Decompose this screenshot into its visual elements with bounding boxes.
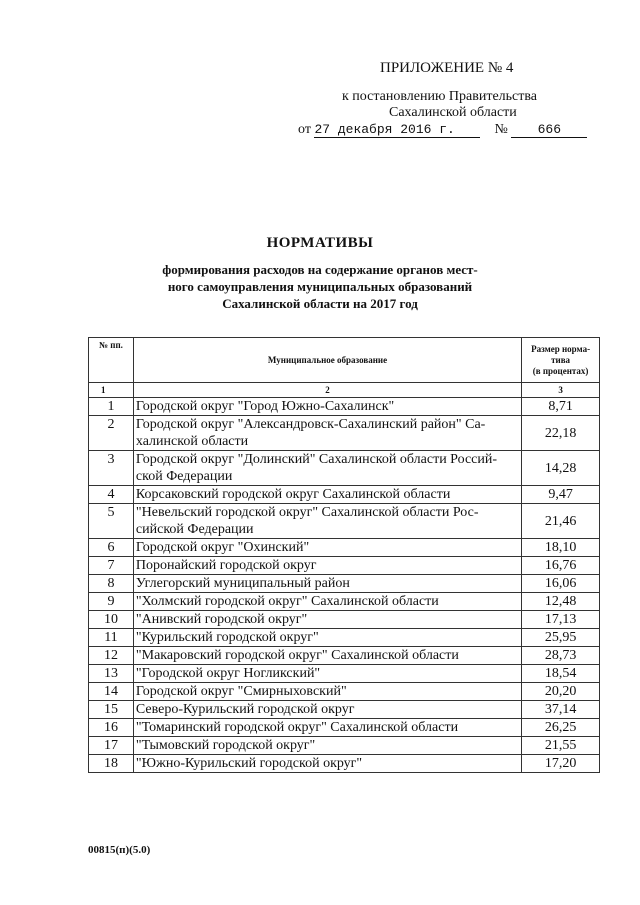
municipality-line: Корсаковский городской округ Сахалинской области (135, 487, 451, 502)
municipality-line-continued: халинской области (135, 434, 249, 449)
row-norm-value: 9,47 (522, 486, 600, 504)
row-municipality (133, 665, 521, 683)
document-subtitle (140, 261, 500, 312)
row-norm-value: 20,20 (522, 683, 600, 701)
row-municipality (133, 755, 521, 773)
row-norm-value: 16,06 (522, 575, 600, 593)
table-row (89, 683, 600, 701)
municipality-line: "Макаровский городской округ" Сахалинской области (135, 648, 459, 663)
from-label: от (298, 122, 311, 137)
row-municipality (133, 593, 521, 611)
table-row (89, 486, 600, 504)
row-norm-value: 12,48 (522, 593, 600, 611)
municipality-line: Поронайский городской округ (135, 558, 317, 573)
municipality-line: Углегорский муниципальный район (135, 576, 350, 591)
appendix-label: ПРИЛОЖЕНИЕ № 4 (380, 60, 514, 76)
row-municipality (133, 629, 521, 647)
municipality-line: "Тымовский городской округ" (135, 738, 316, 753)
row-number: 11 (89, 629, 134, 647)
index-col-1: 1 (89, 383, 134, 398)
row-number: 16 (89, 719, 134, 737)
table-row (89, 575, 600, 593)
row-municipality (133, 398, 521, 416)
table-row (89, 755, 600, 773)
table-row (89, 504, 600, 539)
header-norm-line1: Размер норма- (531, 343, 591, 354)
row-number: 3 (89, 451, 134, 486)
row-municipality (133, 611, 521, 629)
table-row (89, 737, 600, 755)
row-municipality (133, 451, 521, 486)
row-number: 5 (89, 504, 134, 539)
table-row (89, 451, 600, 486)
row-number: 18 (89, 755, 134, 773)
row-municipality (133, 486, 521, 504)
subtitle-line2: ного самоуправления муниципальных образований (167, 279, 473, 294)
row-number: 7 (89, 557, 134, 575)
resolution-ref-line1: к постановлению Правительства (342, 89, 538, 104)
row-municipality (133, 647, 521, 665)
row-municipality (133, 737, 521, 755)
row-norm-value: 8,71 (522, 398, 600, 416)
index-col-2: 2 (133, 383, 521, 398)
municipality-line: "Томаринский городской округ" Сахалинской области (135, 720, 459, 735)
row-number: 13 (89, 665, 134, 683)
municipality-line: Городской округ "Долинский" Сахалинской области Россий- (135, 452, 498, 467)
municipality-line: "Невельский городской округ" Сахалинской области Рос- (135, 505, 479, 520)
row-number: 15 (89, 701, 134, 719)
header-municipality: Муниципальное образование (133, 338, 521, 383)
resolution-number: 666 (511, 123, 587, 138)
row-number: 2 (89, 416, 134, 451)
header-norm-line2: тива (551, 354, 571, 365)
row-municipality (133, 557, 521, 575)
table-row (89, 629, 600, 647)
municipality-line: Северо-Курильский городской округ (135, 702, 355, 717)
row-municipality (133, 701, 521, 719)
row-municipality (133, 539, 521, 557)
row-municipality (133, 683, 521, 701)
row-number: 17 (89, 737, 134, 755)
header-norm-line3: (в процентах) (532, 365, 589, 376)
row-norm-value: 25,95 (522, 629, 600, 647)
header-number: № пп. (89, 338, 134, 383)
municipality-line-continued: ской Федерации (135, 469, 233, 484)
row-number: 1 (89, 398, 134, 416)
table-row (89, 593, 600, 611)
table-row (89, 647, 600, 665)
resolution-date: 27 декабря 2016 г. (314, 123, 480, 138)
municipality-line: "Городской округ Ногликский" (135, 666, 321, 681)
row-norm-value: 16,76 (522, 557, 600, 575)
row-number: 9 (89, 593, 134, 611)
header-norm-size (522, 338, 600, 383)
table-row (89, 398, 600, 416)
municipality-line: Городской округ "Охинский" (135, 540, 310, 555)
row-norm-value: 21,55 (522, 737, 600, 755)
table-row (89, 557, 600, 575)
municipality-line-continued: сийской Федерации (135, 522, 254, 537)
number-label: № (494, 122, 508, 137)
row-norm-value: 18,54 (522, 665, 600, 683)
table-row (89, 539, 600, 557)
row-number: 10 (89, 611, 134, 629)
table-row (89, 611, 600, 629)
norms-table (88, 337, 600, 773)
row-number: 8 (89, 575, 134, 593)
row-municipality (133, 416, 521, 451)
row-number: 12 (89, 647, 134, 665)
row-norm-value: 26,25 (522, 719, 600, 737)
row-norm-value: 21,46 (522, 504, 600, 539)
table-row (89, 701, 600, 719)
subtitle-line3: Сахалинской области на 2017 год (222, 296, 418, 311)
municipality-line: "Анивский городской округ" (135, 612, 308, 627)
table-body (89, 398, 600, 773)
row-norm-value: 17,20 (522, 755, 600, 773)
row-norm-value: 28,73 (522, 647, 600, 665)
table-index-row (89, 383, 600, 398)
row-municipality (133, 575, 521, 593)
row-norm-value: 22,18 (522, 416, 600, 451)
table-header-row (89, 338, 600, 383)
row-norm-value: 17,13 (522, 611, 600, 629)
table-row (89, 416, 600, 451)
row-number: 4 (89, 486, 134, 504)
row-number: 14 (89, 683, 134, 701)
row-norm-value: 18,10 (522, 539, 600, 557)
row-municipality (133, 719, 521, 737)
row-norm-value: 14,28 (522, 451, 600, 486)
municipality-line: Городской округ "Александровск-Сахалинский район" Са- (135, 417, 486, 432)
resolution-date-line (298, 122, 587, 138)
municipality-line: "Холмский городской округ" Сахалинской области (135, 594, 439, 609)
municipality-line: "Курильский городской округ" (135, 630, 319, 645)
municipality-line: Городской округ "Смирныховский" (135, 684, 347, 699)
index-col-3: 3 (522, 383, 600, 398)
row-norm-value: 37,14 (522, 701, 600, 719)
footer-code: 00815(п)(5.0) (88, 844, 151, 856)
row-municipality (133, 504, 521, 539)
table-row (89, 719, 600, 737)
municipality-line: "Южно-Курильский городской округ" (135, 756, 363, 771)
table-row (89, 665, 600, 683)
document-title: НОРМАТИВЫ (266, 235, 374, 251)
municipality-line: Городской округ "Город Южно-Сахалинск" (135, 399, 395, 414)
resolution-ref-line2: Сахалинской области (389, 105, 517, 120)
subtitle-line1: формирования расходов на содержание органов мест- (162, 262, 478, 277)
row-number: 6 (89, 539, 134, 557)
